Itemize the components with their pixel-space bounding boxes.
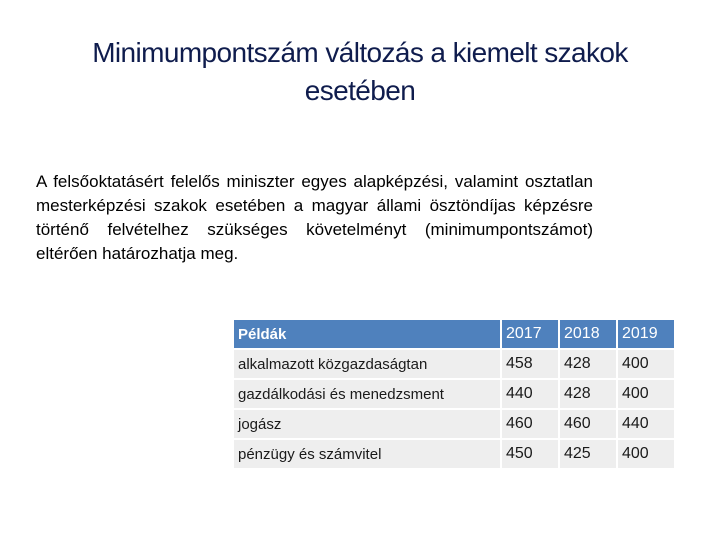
row-value: 458 xyxy=(502,350,558,378)
header-year-2018: 2018 xyxy=(560,320,616,348)
header-label: Példák xyxy=(234,320,500,348)
row-value: 425 xyxy=(560,440,616,468)
row-name: jogász xyxy=(234,410,500,438)
header-year-2017: 2017 xyxy=(502,320,558,348)
row-value: 460 xyxy=(560,410,616,438)
examples-table xyxy=(232,318,676,470)
row-value: 450 xyxy=(502,440,558,468)
row-value: 428 xyxy=(560,380,616,408)
row-name: pénzügy és számvitel xyxy=(234,440,500,468)
table-row xyxy=(234,350,674,378)
slide-title: Minimumpontszám változás a kiemelt szakok esetében xyxy=(92,37,628,106)
table-row xyxy=(234,440,674,468)
row-value: 400 xyxy=(618,350,674,378)
row-value: 400 xyxy=(618,440,674,468)
row-name: alkalmazott közgazdaságtan xyxy=(234,350,500,378)
body-paragraph: A felsőoktatásért felelős miniszter egyes alapképzési, valamint osztatlan mesterképzési szakok esetében a magyar állami ösztöndíjas képzésre történő felvételhez szükséges követelményt (minimumpontszámot) eltérően határozhatja meg. xyxy=(36,172,593,263)
row-value: 440 xyxy=(502,380,558,408)
row-value: 460 xyxy=(502,410,558,438)
row-value: 440 xyxy=(618,410,674,438)
row-value: 400 xyxy=(618,380,674,408)
table-row xyxy=(234,410,674,438)
table-row xyxy=(234,380,674,408)
row-value: 428 xyxy=(560,350,616,378)
header-year-2019: 2019 xyxy=(618,320,674,348)
row-name: gazdálkodási és menedzsment xyxy=(234,380,500,408)
table-header-row xyxy=(234,320,674,348)
